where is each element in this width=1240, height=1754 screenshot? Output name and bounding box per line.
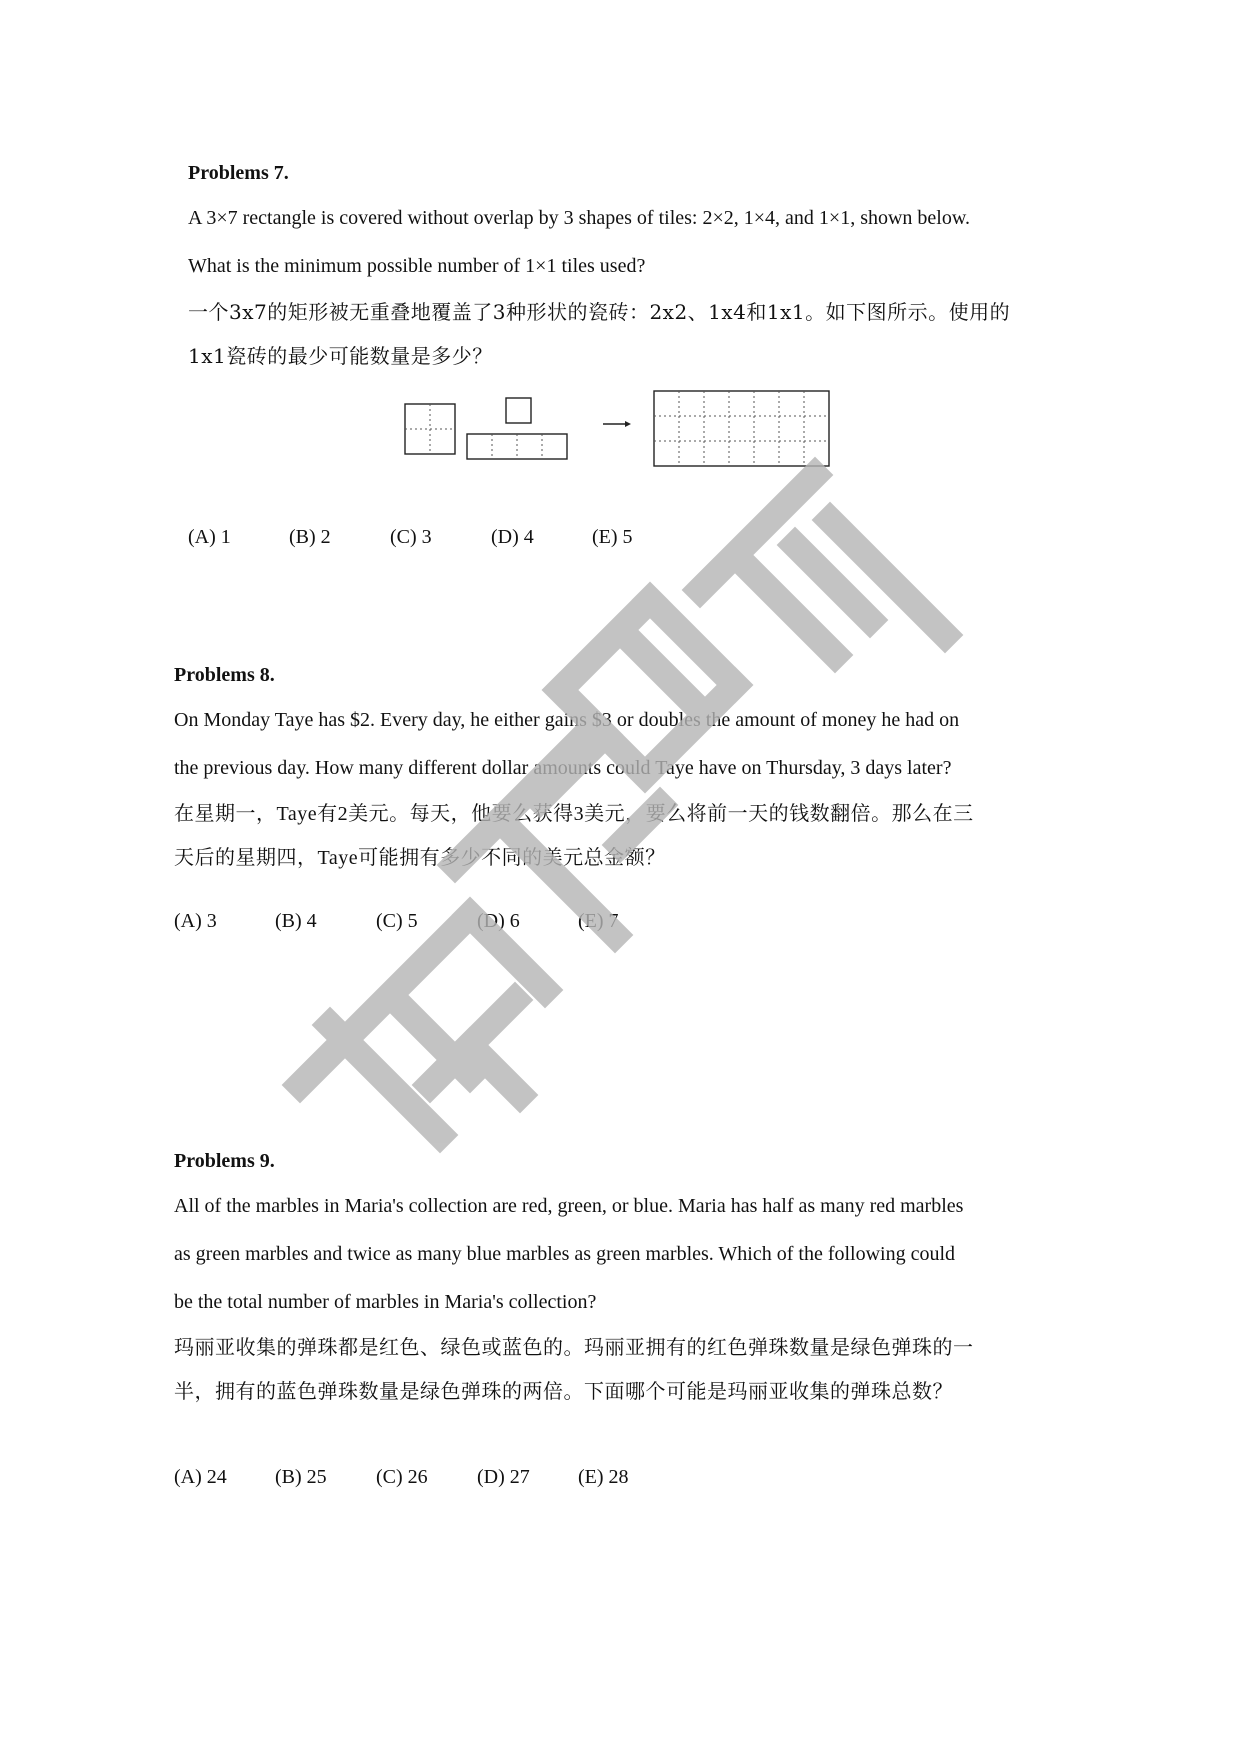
tiles-figure [188,378,1068,528]
choice-c: (C) 5 [376,910,418,932]
problem-7-text-zh-2: 1x1瓷砖的最少可能数量是多少？ [188,344,493,368]
choice-b: (B) 25 [275,1466,327,1488]
problem-9-text-zh-1: 玛丽亚收集的弹珠都是红色、绿色或蓝色的。玛丽亚拥有的红色弹珠数量是绿色弹珠的一 [174,1337,974,1359]
choice-d: (D) 6 [477,910,520,932]
problem-9-choices [174,1464,1074,1490]
choice-d: (D) 4 [491,526,534,548]
choice-b: (B) 2 [289,526,331,548]
rectangle-3x7 [654,391,829,466]
choice-e: (E) 28 [578,1466,629,1488]
problem-9-text-en-3: be the total number of marbles in Maria's collection? [174,1291,597,1313]
problem-7-figure-area [188,378,1068,528]
choice-a: (A) 1 [188,526,231,548]
problem-9-text-zh-2: 半，拥有的蓝色弹珠数量是绿色弹珠的两倍。下面哪个可能是玛丽亚收集的弹珠总数？ [174,1381,953,1403]
problem-8-text-en-1: On Monday Taye has $2. Every day, he either gains $3 or doubles the amount of money he had on [174,709,960,731]
choice-c: (C) 26 [376,1466,428,1488]
problem-9-heading: Problems 9. [174,1150,275,1172]
tile-1x1 [506,398,531,423]
problem-8-text-zh-2: 天后的星期四，Taye可能拥有多少不同的美元总金额？ [174,847,666,869]
problem-7-text-zh-1: 一个3x7的矩形被无重叠地覆盖了3种形状的瓷砖：2x2、1x4和1x1。如下图所示。使用的 [188,300,1011,324]
problem-8-text-zh-1: 在星期一，Taye有2美元。每天，他要么获得3美元，要么将前一天的钱数翻倍。那么在三 [174,803,974,825]
choice-e: (E) 5 [592,526,633,548]
problem-9-text-en-2: as green marbles and twice as many blue marbles as green marbles. Which of the following could [174,1243,956,1265]
choice-d: (D) 27 [477,1466,530,1488]
problem-9-text-en-1: All of the marbles in Maria's collection are red, green, or blue. Maria has half as many red marbles [174,1195,964,1217]
tile-1x4 [467,434,567,459]
problem-8-heading: Problems 8. [174,664,275,686]
choice-a: (A) 3 [174,910,217,932]
tile-2x2 [405,404,455,454]
choice-e: (E) 7 [578,910,619,932]
choice-b: (B) 4 [275,910,317,932]
problem-7 [188,160,1068,550]
choice-c: (C) 3 [390,526,432,548]
problem-7-text-en-1: A 3×7 rectangle is covered without overlap by 3 shapes of tiles: 2×2, 1×4, and 1×1, shown below. [188,207,971,229]
arrow-icon [603,421,631,427]
problem-7-heading: Problems 7. [188,162,289,184]
problem-8 [174,662,1074,934]
choice-a: (A) 24 [174,1466,227,1488]
problem-9 [174,1148,1074,1490]
problem-8-text-en-2: the previous day. How many different dollar amounts could Taye have on Thursday, 3 days later? [174,757,952,779]
problem-8-choices [174,908,1074,934]
problem-7-text-en-2: What is the minimum possible number of 1×1 tiles used? [188,255,646,277]
